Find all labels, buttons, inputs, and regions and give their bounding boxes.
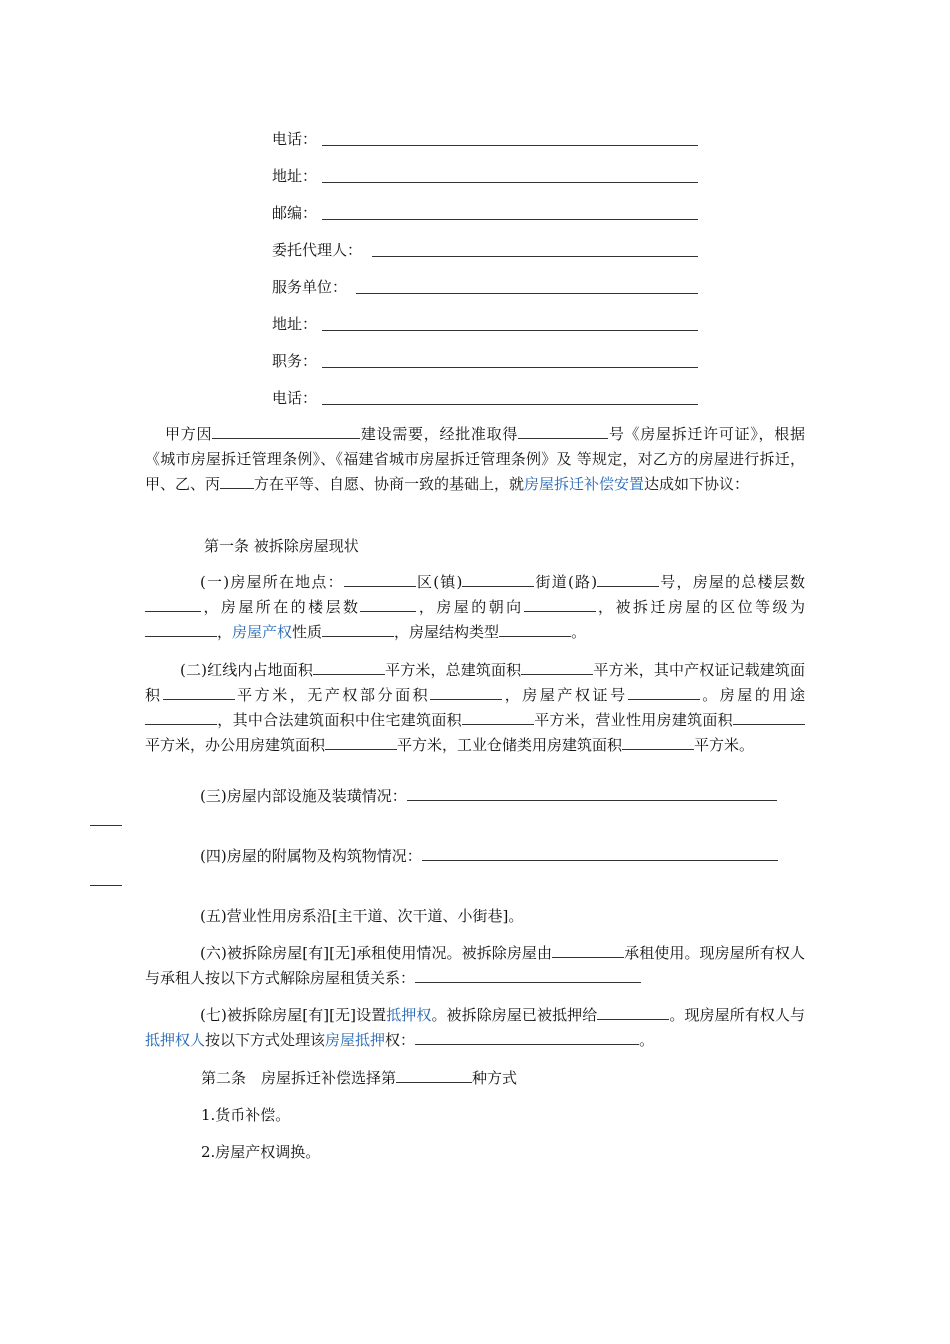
article-1-item-6: (六)被拆除房屋[有][无]承租使用情况。被拆除房屋由 承租使用。现房屋所有权人与承租人按以下方式解除房屋租赁关系： [145, 944, 805, 987]
fill-blank [396, 1068, 472, 1083]
fill-blank [372, 256, 698, 257]
fill-blank [90, 811, 122, 826]
fill-blank [322, 404, 698, 405]
fill-blank [430, 685, 502, 700]
fill-blank [322, 622, 394, 637]
field-label: 电话： [272, 389, 318, 407]
article-1-item-2: (二)红线内占地面积 平方米，总建筑面积 平方米，其中产权证记载建筑面积 平方米，无产权部分面积 ，房屋产权证号 。房屋的用途，其中合法建筑面积中住宅建筑面积 平方米，营业性用房建筑面积平方米，办公用房建筑面积 平方米，工业仓储类用房建筑面积 平方米。 [145, 661, 805, 754]
link-property-rights[interactable]: 房屋产权 [232, 623, 293, 641]
fill-blank [622, 735, 694, 750]
fill-blank [145, 597, 201, 612]
fill-blank [462, 572, 534, 587]
fill-blank [628, 685, 700, 700]
fill-blank [597, 572, 659, 587]
field-label: 服务单位： [272, 278, 348, 296]
link-mortgage-right[interactable]: 抵押权 [386, 1006, 432, 1024]
intro-paragraph: 甲方因 建设需要，经批准取得 号《房屋拆迁许可证》，根据《城市房屋拆迁管理条例》、《福建省城市房屋拆迁管理条例》及 等规定，对乙方的房屋进行拆迁，甲、乙、丙 方在平等、自愿、协商一致的基础上，就房屋拆迁补偿安置达成如下协议： [145, 425, 805, 493]
field-postcode [272, 202, 698, 224]
fill-blank [322, 145, 698, 146]
article-1-item-7: (七)被拆除房屋[有][无]设置抵押权。被拆除房屋已被抵押给 。现房屋所有权人与抵押权人按以下方式处理该房屋抵押权： 。 [145, 1006, 805, 1049]
fill-blank [145, 710, 217, 725]
fill-blank [422, 846, 778, 861]
field-label: 职务： [272, 352, 318, 370]
link-mortgagee[interactable]: 抵押权人 [145, 1031, 206, 1049]
fill-blank [552, 943, 624, 958]
fill-blank [322, 219, 698, 220]
article-1-item-1: (一)房屋所在地点： 区(镇) 街道(路) 号，房屋的总楼层数，房屋所在的楼层数 ，房屋的朝向 ，被拆迁房屋的区位等级为，房屋产权性质 ，房屋结构类型 。 [145, 570, 805, 645]
article-1-title: 第一条 被拆除房屋现状 [204, 537, 359, 555]
fill-blank [415, 1030, 639, 1045]
fill-blank [733, 710, 805, 725]
field-address-2 [272, 313, 698, 335]
fill-blank [322, 367, 698, 368]
fill-blank [325, 735, 397, 750]
field-employer [272, 276, 698, 298]
link-demolition-compensation[interactable]: 房屋拆迁补偿安置 [524, 475, 645, 493]
fill-blank [518, 424, 608, 439]
article-1-item-5: (五)营业性用房系沿[主干道、次干道、小街巷]。 [200, 907, 524, 925]
field-label: 电话： [272, 130, 318, 148]
fill-blank [220, 474, 254, 489]
fill-blank [415, 968, 641, 983]
fill-blank [407, 786, 777, 801]
fill-blank [163, 685, 235, 700]
fill-blank [212, 424, 360, 439]
fill-blank [322, 182, 698, 183]
field-label: 地址： [272, 315, 318, 333]
fill-blank [90, 871, 122, 886]
fill-blank [145, 622, 217, 637]
field-label: 委托代理人： [272, 241, 363, 259]
field-address-1 [272, 165, 698, 187]
field-label: 邮编： [272, 204, 318, 222]
link-property-mortgage[interactable]: 房屋抵押 [325, 1031, 386, 1049]
article-2-title: 第二条 房屋拆迁补偿选择第 种方式 [201, 1069, 518, 1087]
fill-blank [597, 1005, 669, 1020]
fill-blank [462, 710, 534, 725]
field-phone-1 [272, 128, 698, 150]
article-1-item-4: (四)房屋的附属物及构筑物情况： [145, 844, 805, 894]
field-phone-2 [272, 387, 698, 409]
article-2-option-2: 2.房屋产权调换。 [201, 1143, 321, 1161]
fill-blank [524, 597, 596, 612]
field-agent [272, 239, 698, 261]
fill-blank [313, 660, 385, 675]
fill-blank [360, 597, 416, 612]
fill-blank [344, 572, 416, 587]
fill-blank [521, 660, 593, 675]
article-2-option-1: 1.货币补偿。 [201, 1106, 291, 1124]
field-label: 地址： [272, 167, 318, 185]
article-1-item-3: (三)房屋内部设施及装璜情况： [145, 784, 805, 834]
fill-blank [356, 293, 698, 294]
fill-blank [322, 330, 698, 331]
fill-blank [499, 622, 571, 637]
field-position [272, 350, 698, 372]
